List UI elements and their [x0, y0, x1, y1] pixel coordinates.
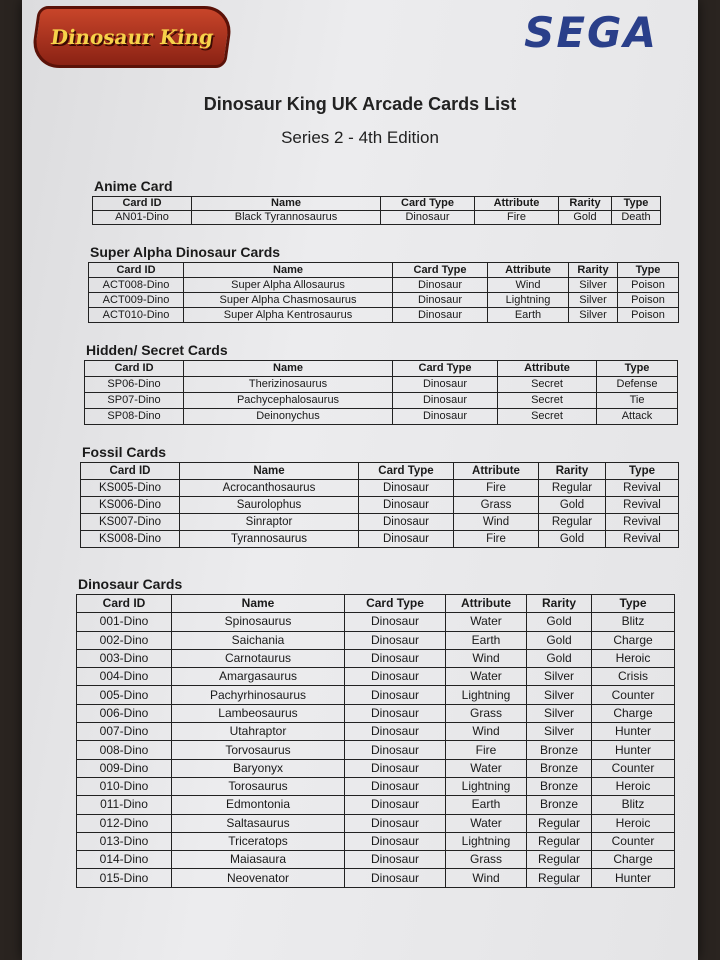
table-header-row: [89, 263, 679, 278]
cards-table: [88, 262, 679, 323]
table-cell: Saltasaurus: [172, 814, 345, 832]
table-cell: Earth: [446, 796, 527, 814]
table-cell: Fire: [454, 480, 539, 497]
column-header: Card Type: [345, 595, 446, 613]
table-row: [89, 293, 679, 308]
table-cell: Charge: [592, 631, 675, 649]
table-cell: Wind: [488, 278, 569, 293]
column-header: Rarity: [539, 463, 606, 480]
column-header: Attribute: [498, 361, 597, 377]
table-cell: Heroic: [592, 777, 675, 795]
section-hidden-secret: [84, 342, 678, 425]
table-cell: Charge: [592, 851, 675, 869]
table-cell: Water: [446, 814, 527, 832]
column-header: Attribute: [454, 463, 539, 480]
table-row: [77, 668, 675, 686]
section-heading: Anime Card: [94, 178, 173, 194]
cards-table: [84, 360, 678, 425]
section-anime-card: [92, 178, 661, 225]
table-cell: Neovenator: [172, 869, 345, 887]
table-cell: 004-Dino: [77, 668, 172, 686]
table-cell: Death: [612, 211, 661, 225]
table-row: [77, 851, 675, 869]
table-cell: Super Alpha Kentrosaurus: [184, 308, 393, 323]
table-cell: Dinosaur: [345, 869, 446, 887]
table-cell: SP06-Dino: [85, 377, 184, 393]
table-cell: Dinosaur: [345, 631, 446, 649]
column-header: Card ID: [93, 197, 192, 211]
table-cell: Dinosaur: [345, 832, 446, 850]
table-cell: Dinosaur: [393, 278, 488, 293]
table-cell: 009-Dino: [77, 759, 172, 777]
table-cell: Dinosaur: [345, 686, 446, 704]
table-row: [89, 278, 679, 293]
column-header: Card ID: [85, 361, 184, 377]
table-row: [77, 814, 675, 832]
table-cell: Water: [446, 759, 527, 777]
column-header: Card Type: [393, 263, 488, 278]
column-header: Name: [184, 263, 393, 278]
table-row: [77, 869, 675, 887]
table-header-row: [93, 197, 661, 211]
section-super-alpha: [88, 244, 679, 323]
column-header: Rarity: [559, 197, 612, 211]
column-header: Card ID: [77, 595, 172, 613]
table-cell: Dinosaur: [381, 211, 475, 225]
table-cell: Spinosaurus: [172, 613, 345, 631]
table-cell: Gold: [559, 211, 612, 225]
table-cell: Dinosaur: [393, 308, 488, 323]
table-cell: Super Alpha Chasmosaurus: [184, 293, 393, 308]
table-cell: Gold: [527, 613, 592, 631]
table-row: [77, 686, 675, 704]
table-cell: Dinosaur: [393, 393, 498, 409]
table-row: [77, 777, 675, 795]
table-row: [85, 393, 678, 409]
table-cell: 005-Dino: [77, 686, 172, 704]
table-cell: Fire: [454, 531, 539, 548]
table-cell: Acrocanthosaurus: [180, 480, 359, 497]
table-cell: Gold: [527, 649, 592, 667]
column-header: Name: [180, 463, 359, 480]
table-header-row: [85, 361, 678, 377]
table-row: [77, 832, 675, 850]
table-cell: Wind: [454, 514, 539, 531]
table-cell: Silver: [527, 668, 592, 686]
table-cell: Secret: [498, 409, 597, 425]
table-cell: Edmontonia: [172, 796, 345, 814]
table-cell: 015-Dino: [77, 869, 172, 887]
column-header: Name: [184, 361, 393, 377]
table-cell: Dinosaur: [393, 409, 498, 425]
table-cell: Blitz: [592, 796, 675, 814]
table-cell: Regular: [539, 514, 606, 531]
table-cell: Saichania: [172, 631, 345, 649]
table-row: [93, 211, 661, 225]
table-row: [85, 377, 678, 393]
table-cell: Hunter: [592, 723, 675, 741]
table-cell: Gold: [539, 531, 606, 548]
table-row: [77, 741, 675, 759]
table-cell: Lightning: [446, 777, 527, 795]
table-cell: Lightning: [488, 293, 569, 308]
page-title: Dinosaur King UK Arcade Cards List: [203, 94, 517, 114]
column-header: Card Type: [381, 197, 475, 211]
table-cell: Dinosaur: [393, 377, 498, 393]
table-cell: Dinosaur: [345, 613, 446, 631]
table-cell: Earth: [488, 308, 569, 323]
table-cell: Dinosaur: [393, 293, 488, 308]
table-row: [77, 649, 675, 667]
table-cell: KS007-Dino: [81, 514, 180, 531]
section-heading: Hidden/ Secret Cards: [86, 342, 228, 358]
table-cell: Dinosaur: [359, 514, 454, 531]
table-cell: Regular: [527, 869, 592, 887]
table-cell: Lambeosaurus: [172, 704, 345, 722]
column-header: Type: [606, 463, 679, 480]
table-cell: Regular: [527, 832, 592, 850]
table-cell: Blitz: [592, 613, 675, 631]
section-heading: Dinosaur Cards: [78, 576, 183, 592]
table-cell: Heroic: [592, 649, 675, 667]
column-header: Name: [172, 595, 345, 613]
table-cell: Revival: [606, 531, 679, 548]
column-header: Name: [192, 197, 381, 211]
table-cell: Utahraptor: [172, 723, 345, 741]
table-cell: Poison: [618, 308, 679, 323]
table-row: [81, 497, 679, 514]
table-cell: Super Alpha Allosaurus: [184, 278, 393, 293]
table-cell: Wind: [446, 649, 527, 667]
table-cell: Dinosaur: [345, 777, 446, 795]
table-cell: 006-Dino: [77, 704, 172, 722]
table-cell: Silver: [527, 704, 592, 722]
paper-sheet: [22, 0, 698, 960]
table-cell: Maiasaura: [172, 851, 345, 869]
table-cell: Hunter: [592, 741, 675, 759]
section-fossil-cards: [80, 444, 679, 548]
column-header: Attribute: [475, 197, 559, 211]
table-cell: Silver: [569, 308, 618, 323]
table-row: [77, 759, 675, 777]
table-header-row: [81, 463, 679, 480]
table-cell: Black Tyrannosaurus: [192, 211, 381, 225]
table-cell: Regular: [527, 814, 592, 832]
table-cell: 003-Dino: [77, 649, 172, 667]
table-cell: Bronze: [527, 759, 592, 777]
table-cell: 001-Dino: [77, 613, 172, 631]
table-cell: Baryonyx: [172, 759, 345, 777]
table-cell: Torvosaurus: [172, 741, 345, 759]
table-cell: Dinosaur: [345, 759, 446, 777]
table-cell: Earth: [446, 631, 527, 649]
table-cell: Pachyrhinosaurus: [172, 686, 345, 704]
table-cell: Carnotaurus: [172, 649, 345, 667]
table-cell: Counter: [592, 759, 675, 777]
table-row: [77, 613, 675, 631]
table-cell: Silver: [527, 723, 592, 741]
table-cell: Dinosaur: [345, 741, 446, 759]
table-cell: KS006-Dino: [81, 497, 180, 514]
table-cell: Pachycephalosaurus: [184, 393, 393, 409]
table-cell: 014-Dino: [77, 851, 172, 869]
table-cell: Tie: [597, 393, 678, 409]
table-cell: SP08-Dino: [85, 409, 184, 425]
column-header: Card ID: [89, 263, 184, 278]
table-cell: Fire: [475, 211, 559, 225]
table-cell: Triceratops: [172, 832, 345, 850]
table-row: [81, 514, 679, 531]
column-header: Type: [597, 361, 678, 377]
table-cell: Saurolophus: [180, 497, 359, 514]
table-cell: Dinosaur: [359, 497, 454, 514]
table-cell: Grass: [446, 704, 527, 722]
table-cell: Tyrannosaurus: [180, 531, 359, 548]
table-cell: Charge: [592, 704, 675, 722]
table-cell: Poison: [618, 278, 679, 293]
table-row: [81, 480, 679, 497]
table-cell: Revival: [606, 514, 679, 531]
table-cell: Therizinosaurus: [184, 377, 393, 393]
table-cell: Wind: [446, 723, 527, 741]
table-cell: Secret: [498, 377, 597, 393]
section-dinosaur-cards: [76, 576, 675, 888]
table-cell: Revival: [606, 497, 679, 514]
table-cell: Wind: [446, 869, 527, 887]
cards-table: [92, 196, 661, 225]
table-cell: ACT009-Dino: [89, 293, 184, 308]
table-cell: Defense: [597, 377, 678, 393]
table-cell: Heroic: [592, 814, 675, 832]
table-cell: Secret: [498, 393, 597, 409]
column-header: Card ID: [81, 463, 180, 480]
table-cell: Silver: [569, 278, 618, 293]
table-cell: 010-Dino: [77, 777, 172, 795]
table-cell: Counter: [592, 686, 675, 704]
table-cell: KS005-Dino: [81, 480, 180, 497]
page-subtitle: Series 2 - 4th Edition: [281, 128, 439, 147]
table-cell: Dinosaur: [345, 814, 446, 832]
column-header: Type: [612, 197, 661, 211]
table-cell: Sinraptor: [180, 514, 359, 531]
table-cell: SP07-Dino: [85, 393, 184, 409]
table-header-row: [77, 595, 675, 613]
column-header: Card Type: [393, 361, 498, 377]
table-cell: Dinosaur: [345, 723, 446, 741]
column-header: Type: [592, 595, 675, 613]
table-cell: Water: [446, 668, 527, 686]
table-cell: Bronze: [527, 741, 592, 759]
table-cell: ACT008-Dino: [89, 278, 184, 293]
column-header: Type: [618, 263, 679, 278]
section-heading: Fossil Cards: [82, 444, 167, 460]
table-cell: Silver: [527, 686, 592, 704]
cards-table: [80, 462, 679, 548]
table-cell: Regular: [527, 851, 592, 869]
table-cell: Bronze: [527, 777, 592, 795]
table-cell: 011-Dino: [77, 796, 172, 814]
table-cell: Bronze: [527, 796, 592, 814]
sega-logo: SEGA: [524, 8, 658, 57]
table-cell: KS008-Dino: [81, 531, 180, 548]
table-cell: ACT010-Dino: [89, 308, 184, 323]
column-header: Rarity: [569, 263, 618, 278]
table-cell: Counter: [592, 832, 675, 850]
table-cell: Fire: [446, 741, 527, 759]
table-cell: Deinonychus: [184, 409, 393, 425]
table-cell: 007-Dino: [77, 723, 172, 741]
table-cell: Water: [446, 613, 527, 631]
table-cell: Grass: [446, 851, 527, 869]
table-row: [77, 796, 675, 814]
table-cell: Dinosaur: [345, 796, 446, 814]
table-cell: Gold: [539, 497, 606, 514]
table-cell: Attack: [597, 409, 678, 425]
dinosaur-king-logo: Dinosaur King: [30, 6, 235, 68]
cards-table: [76, 594, 675, 888]
table-cell: Dinosaur: [345, 851, 446, 869]
table-cell: Torosaurus: [172, 777, 345, 795]
table-row: [89, 308, 679, 323]
table-cell: Dinosaur: [359, 531, 454, 548]
table-row: [77, 631, 675, 649]
table-cell: Grass: [454, 497, 539, 514]
table-cell: Gold: [527, 631, 592, 649]
table-cell: Dinosaur: [345, 649, 446, 667]
column-header: Attribute: [446, 595, 527, 613]
section-heading: Super Alpha Dinosaur Cards: [90, 244, 281, 260]
table-cell: Dinosaur: [359, 480, 454, 497]
table-cell: Hunter: [592, 869, 675, 887]
table-cell: Silver: [569, 293, 618, 308]
table-row: [77, 723, 675, 741]
table-cell: Dinosaur: [345, 668, 446, 686]
table-cell: AN01-Dino: [93, 211, 192, 225]
table-cell: Amargasaurus: [172, 668, 345, 686]
table-cell: Revival: [606, 480, 679, 497]
table-row: [85, 409, 678, 425]
table-cell: Regular: [539, 480, 606, 497]
table-cell: Lightning: [446, 832, 527, 850]
table-cell: 013-Dino: [77, 832, 172, 850]
table-row: [77, 704, 675, 722]
table-cell: 012-Dino: [77, 814, 172, 832]
table-cell: 008-Dino: [77, 741, 172, 759]
column-header: Attribute: [488, 263, 569, 278]
table-cell: Crisis: [592, 668, 675, 686]
column-header: Rarity: [527, 595, 592, 613]
column-header: Card Type: [359, 463, 454, 480]
table-cell: Lightning: [446, 686, 527, 704]
table-cell: Dinosaur: [345, 704, 446, 722]
table-cell: Poison: [618, 293, 679, 308]
table-row: [81, 531, 679, 548]
table-cell: 002-Dino: [77, 631, 172, 649]
